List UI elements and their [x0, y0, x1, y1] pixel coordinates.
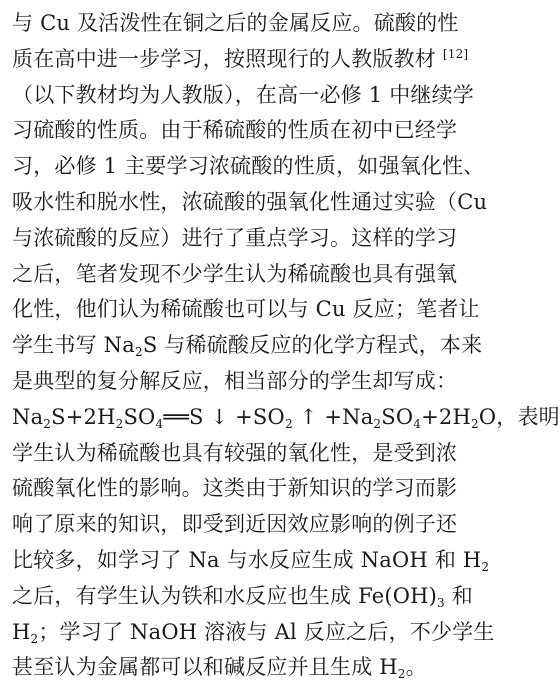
text-line: [12, 221, 495, 257]
text-run: 。: [405, 655, 427, 680]
text-run: 之后，笔者发现不少学生认为稀硫酸也具有强氧: [12, 261, 458, 286]
subscript: 2: [481, 559, 490, 574]
text-run: 与 Cu 及活泼性在铜之后的金属反应。硫酸的性: [12, 11, 459, 35]
text-line: [12, 185, 495, 221]
text-run: （以下教材均为人教版），在高一必修 1 中继续学: [12, 82, 475, 107]
subscript: 4: [155, 416, 164, 431]
text-line: [12, 436, 495, 472]
text-run: +2H: [421, 404, 471, 429]
text-line: [12, 328, 495, 364]
text-run: S+2H: [51, 404, 116, 429]
text-run: Na: [12, 404, 44, 429]
text-run: 吸水性和脱水性，浓硫酸的强氧化性通过实验（Cu: [12, 189, 488, 214]
text-run: 学生书写 Na: [12, 333, 135, 358]
text-run: S 与稀硫酸反应的化学方程式，本来: [142, 333, 483, 358]
text-line: [12, 400, 560, 436]
text-line: [12, 543, 495, 579]
text-run: 习硫酸的性质。由于稀硫酸的性质在初中已经学: [12, 118, 458, 143]
text-line: [12, 42, 495, 78]
subscript: 2: [30, 631, 39, 646]
text-line: [12, 292, 495, 328]
text-run: 化性，他们认为稀硫酸也可以与 Cu 反应；笔者让: [12, 297, 480, 322]
subscript: 2: [115, 416, 124, 431]
text-run: ↑ +Na: [292, 404, 374, 429]
text-run: O，表明: [478, 404, 560, 429]
subscript: 2: [284, 416, 293, 431]
text-line: [12, 149, 495, 185]
text-run: 甚至认为金属都可以和碱反应并且生成 H: [12, 655, 398, 680]
text-line: [12, 78, 495, 114]
text-run: 比较多，如学习了 Na 与水反应生成 NaOH 和 H: [12, 547, 482, 572]
subscript: 2: [134, 345, 143, 360]
subscript: 3: [437, 595, 445, 610]
text-run: 学生认为稀硫酸也具有较强的氧化性，是受到浓: [12, 440, 458, 465]
text-run: 质在高中进一步学习，按照现行的人教版教材: [12, 46, 443, 71]
text-line: [12, 650, 495, 686]
text-run: 响了原来的知识，即受到近因效应影响的例子还: [12, 512, 458, 537]
text-line: [12, 615, 495, 651]
text-run: ══S ↓ +SO: [163, 404, 285, 429]
text-line: [12, 6, 495, 42]
text-line: [12, 113, 495, 149]
text-run: 和: [444, 583, 473, 608]
text-run: 硫酸氧化性的影响。这类由于新知识的学习而影: [12, 476, 458, 501]
document-body: [12, 6, 560, 686]
text-line: [12, 507, 495, 543]
subscript: 2: [373, 416, 382, 431]
citation-superscript: [12]: [442, 46, 469, 61]
text-line: [12, 364, 495, 400]
subscript: 4: [413, 416, 422, 431]
text-run: 习，必修 1 主要学习浓硫酸的性质，如强氧化性、: [12, 154, 485, 179]
text-run: ；学习了 NaOH 溶液与 Al 反应之后，不少学生: [38, 619, 495, 644]
subscript: 2: [397, 667, 406, 682]
text-run: 之后，有学生认为铁和水反应也生成 Fe(OH): [12, 583, 438, 608]
text-run: SO: [123, 404, 156, 429]
text-run: 与浓硫酸的反应）进行了重点学习。这样的学习: [12, 225, 458, 250]
text-line: [12, 471, 495, 507]
text-run: 是典型的复分解反应，相当部分的学生却写成：: [12, 368, 458, 393]
subscript: 2: [43, 416, 52, 431]
text-line: [12, 579, 495, 615]
subscript: 2: [471, 416, 479, 431]
text-line: [12, 257, 495, 293]
text-run: H: [12, 619, 31, 644]
text-run: SO: [381, 404, 414, 429]
